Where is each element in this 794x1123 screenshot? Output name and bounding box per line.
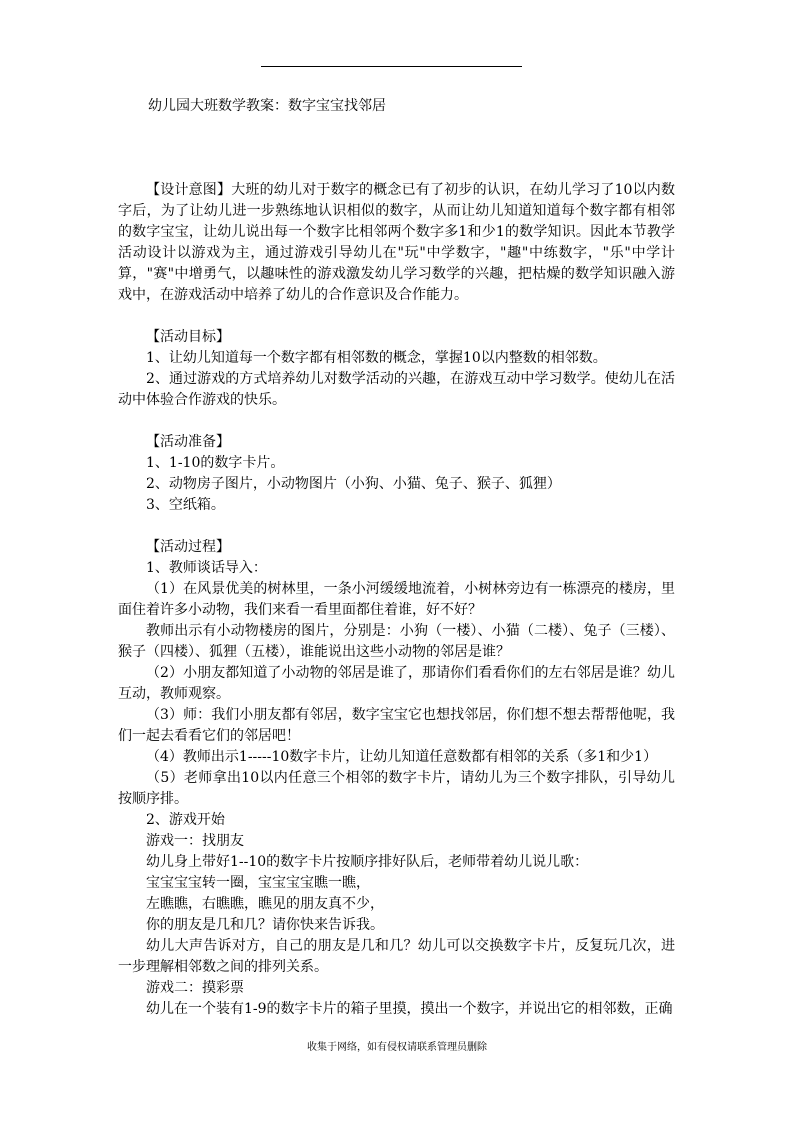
rhyme-line: 左瞧瞧，右瞧瞧，瞧见的朋友真不少，: [146, 896, 384, 912]
goal-item: 2、通过游戏的方式培养幼儿对数学活动的兴趣，在游戏互动中学习数学。使幼儿在活动中体验合作游戏的快乐。: [118, 371, 675, 408]
process-line: （5）老师拿出10以内任意三个相邻的数字卡片，请幼儿为三个数字排队，引导幼儿按顺序排。: [118, 770, 675, 807]
header-rule: [261, 66, 522, 67]
preparation-item: 2、动物房子图片，小动物图片（小狗、小猫、兔子、猴子、狐狸）: [146, 476, 561, 492]
footer-disclaimer: 收集于网络，如有侵权请联系管理员删除: [307, 1042, 487, 1053]
process-line: （3）师：我们小朋友都有邻居，数字宝宝它也想找邻居，你们想不想去帮帮他呢，我们一起去看看它们的邻居吧！: [118, 707, 675, 744]
goals-heading: 【活动目标】: [146, 329, 230, 345]
process-line: （2）小朋友都知道了小动物的邻居是谁了，那请你们看看你们的左右邻居是谁？幼儿互动，教师观察。: [118, 665, 675, 702]
document-title: 幼儿园大班数学教案：数字宝宝找邻居: [148, 98, 386, 114]
document-body: [118, 180, 675, 1020]
process-line: 1、教师谈话导入：: [146, 560, 267, 576]
preparation-item: 3、空纸箱。: [146, 497, 225, 513]
process-line: 2、游戏开始: [146, 812, 225, 828]
process-heading: 【活动过程】: [146, 539, 230, 555]
process-line: （4）教师出示1-----10数字卡片，让幼儿知道任意数都有相邻的关系（多1和少1）: [146, 749, 658, 765]
process-line: （1）在风景优美的树林里，一条小河缓缓地流着，小树林旁边有一栋漂亮的楼房，里面住着许多小动物，我们来看一看里面都住着谁，好不好？: [118, 581, 675, 618]
process-line: 教师出示有小动物楼房的图片，分别是：小狗（一楼）、小猫（二楼）、兔子（三楼）、猴子（四楼）、狐狸（五楼），谁能说出这些小动物的邻居是谁？: [118, 623, 675, 660]
preparation-heading: 【活动准备】: [146, 434, 230, 450]
design-intent-paragraph: 【设计意图】大班的幼儿对于数字的概念已有了初步的认识，在幼儿学习了10以内数字后，为了让幼儿进一步熟练地认识相似的数字，从而让幼儿知道知道每个数字都有相邻的数字宝宝，让幼儿说出每一个数字比相邻两个数字多1和少1的数学知识。因此本节教学活动设计以游戏为主，通过游戏引导幼儿在"玩"中学数字，"趣"中练数字，"乐"中学计算，"赛"中增勇气，以趣味性的游戏激发幼儿学习数学的兴趣，把枯燥的数学知识融入游戏中，在游戏活动中培养了幼儿的合作意识及合作能力。: [118, 182, 675, 303]
process-line: 游戏二：摸彩票: [146, 980, 244, 996]
rhyme-line: 宝宝宝宝转一圈，宝宝宝宝瞧一瞧，: [146, 875, 370, 891]
preparation-item: 1、1-10的数字卡片。: [146, 455, 285, 471]
process-line: 幼儿在一个装有1-9的数字卡片的箱子里摸，摸出一个数字，并说出它的相邻数，正确: [146, 1001, 673, 1017]
goal-item: 1、让幼儿知道每一个数字都有相邻数的概念，掌握10以内整数的相邻数。: [146, 350, 607, 366]
process-line: 幼儿身上带好1--10的数字卡片按顺序排好队后，老师带着幼儿说儿歌：: [146, 854, 589, 870]
process-line: 游戏一：找朋友: [146, 833, 244, 849]
rhyme-line: 你的朋友是几和几？请你快来告诉我。: [146, 917, 384, 933]
process-line: 幼儿大声告诉对方，自己的朋友是几和几？幼儿可以交换数字卡片，反复玩几次，进一步理解相邻数之间的排列关系。: [118, 938, 675, 975]
